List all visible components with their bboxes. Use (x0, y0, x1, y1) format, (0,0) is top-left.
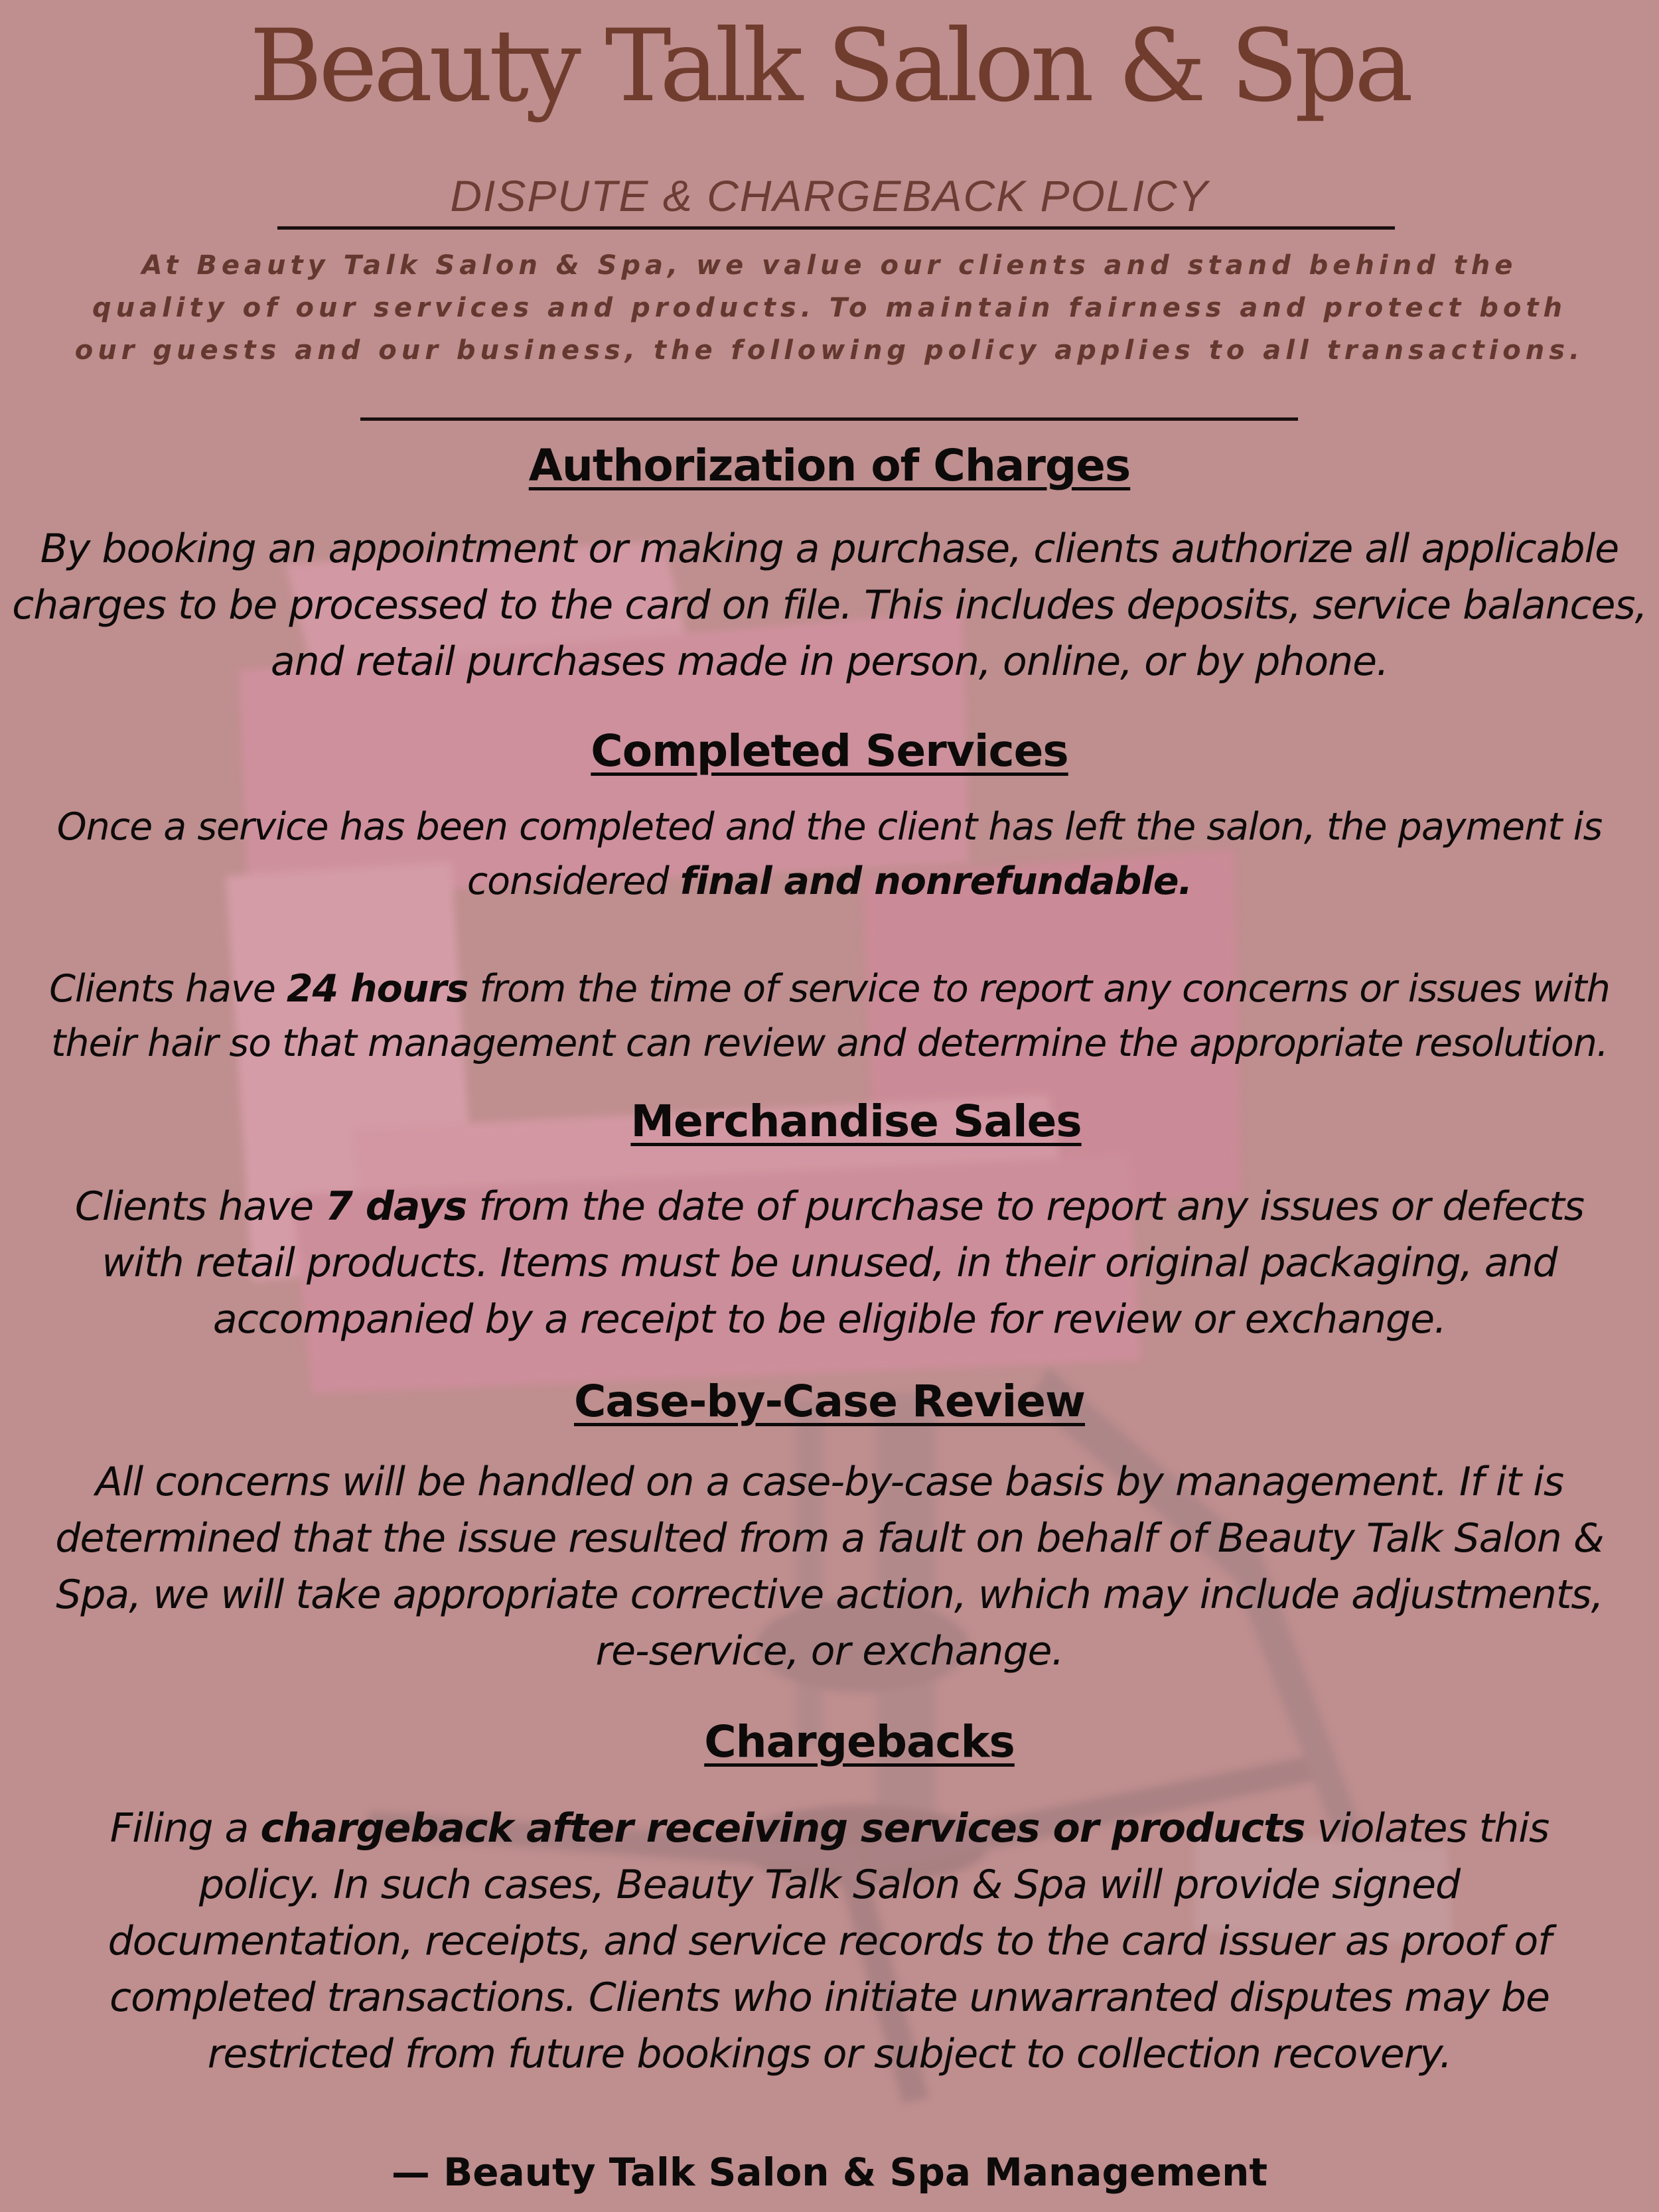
chargebacks-text-a: Filing a (109, 1805, 261, 1852)
chargebacks-text-bold: chargeback after receiving services or products (260, 1805, 1305, 1852)
merchandise-text-bold: 7 days (325, 1183, 467, 1230)
completed-text-2a: Clients have (49, 967, 287, 1011)
case-review-text: All concerns will be handled on a case-by-case basis by management. If it is determined that the issue resulted from a fault on behalf of Beauty Talk Salon & Spa, we will take appropriate corrective action, which may include adjustments, re-service, or exchange. (55, 1459, 1604, 1674)
intro-text: At Beauty Talk Salon & Spa, we value our clients and stand behind the quality of our services and products. To maintain fairness and protect both our guests and our business, the following policy applies to all transactions. (74, 250, 1585, 366)
chargebacks-text (53, 1801, 1606, 2083)
merchandise-text (46, 1179, 1613, 1348)
heading-authorization: Authorization of Charges (528, 440, 1131, 491)
completed-text-2-bold: 24 hours (286, 967, 469, 1011)
heading-merchandise-sales: Merchandise Sales (630, 1096, 1082, 1147)
management-signature: — Beauty Talk Salon & Spa Management (391, 2150, 1268, 2195)
merchandise-text-b: from the date of purchase to report any issues or defects with retail products. Items must be unused, in their original packaging, and accompanied by a receipt to be eligible for review or exchange. (102, 1183, 1585, 1343)
authorization-text: By booking an appointment or making a purchase, clients authorize all applicable charges to be processed to the card on file. This includes deposits, service balances, and retail purchases made in person, online, or by phone. (12, 526, 1647, 685)
heading-chargebacks: Chargebacks (704, 1716, 1015, 1767)
completed-text-a: Once a service has been completed and the client has left the salon, the payment is considered (56, 805, 1603, 903)
completed-text-bold: final and nonrefundable. (680, 859, 1192, 903)
completed-text-2b: from the time of service to report any concerns or issues with their hair so that management can review and determine the appropriate resolution. (51, 967, 1610, 1065)
policy-subtitle: DISPUTE & CHARGEBACK POLICY (450, 171, 1209, 220)
chargebacks-text-b: violates this policy. In such cases, Beauty Talk Salon & Spa will provide signed documentation, receipts, and service records to the card issuer as proof of completed transactions. Clients who initiate unwarranted disputes may be restricted from future bookings or subject to collection recovery. (108, 1805, 1551, 2077)
merchandise-text-a: Clients have (74, 1183, 326, 1230)
heading-completed-services: Completed Services (591, 725, 1068, 776)
completed-services-paragraph-1 (33, 800, 1626, 909)
divider-intro (360, 417, 1298, 421)
completed-services-paragraph-2 (27, 962, 1632, 1070)
salon-title: Beauty Talk Salon & Spa (249, 9, 1410, 124)
heading-case-review: Case-by-Case Review (573, 1376, 1086, 1427)
divider-top (277, 226, 1395, 230)
